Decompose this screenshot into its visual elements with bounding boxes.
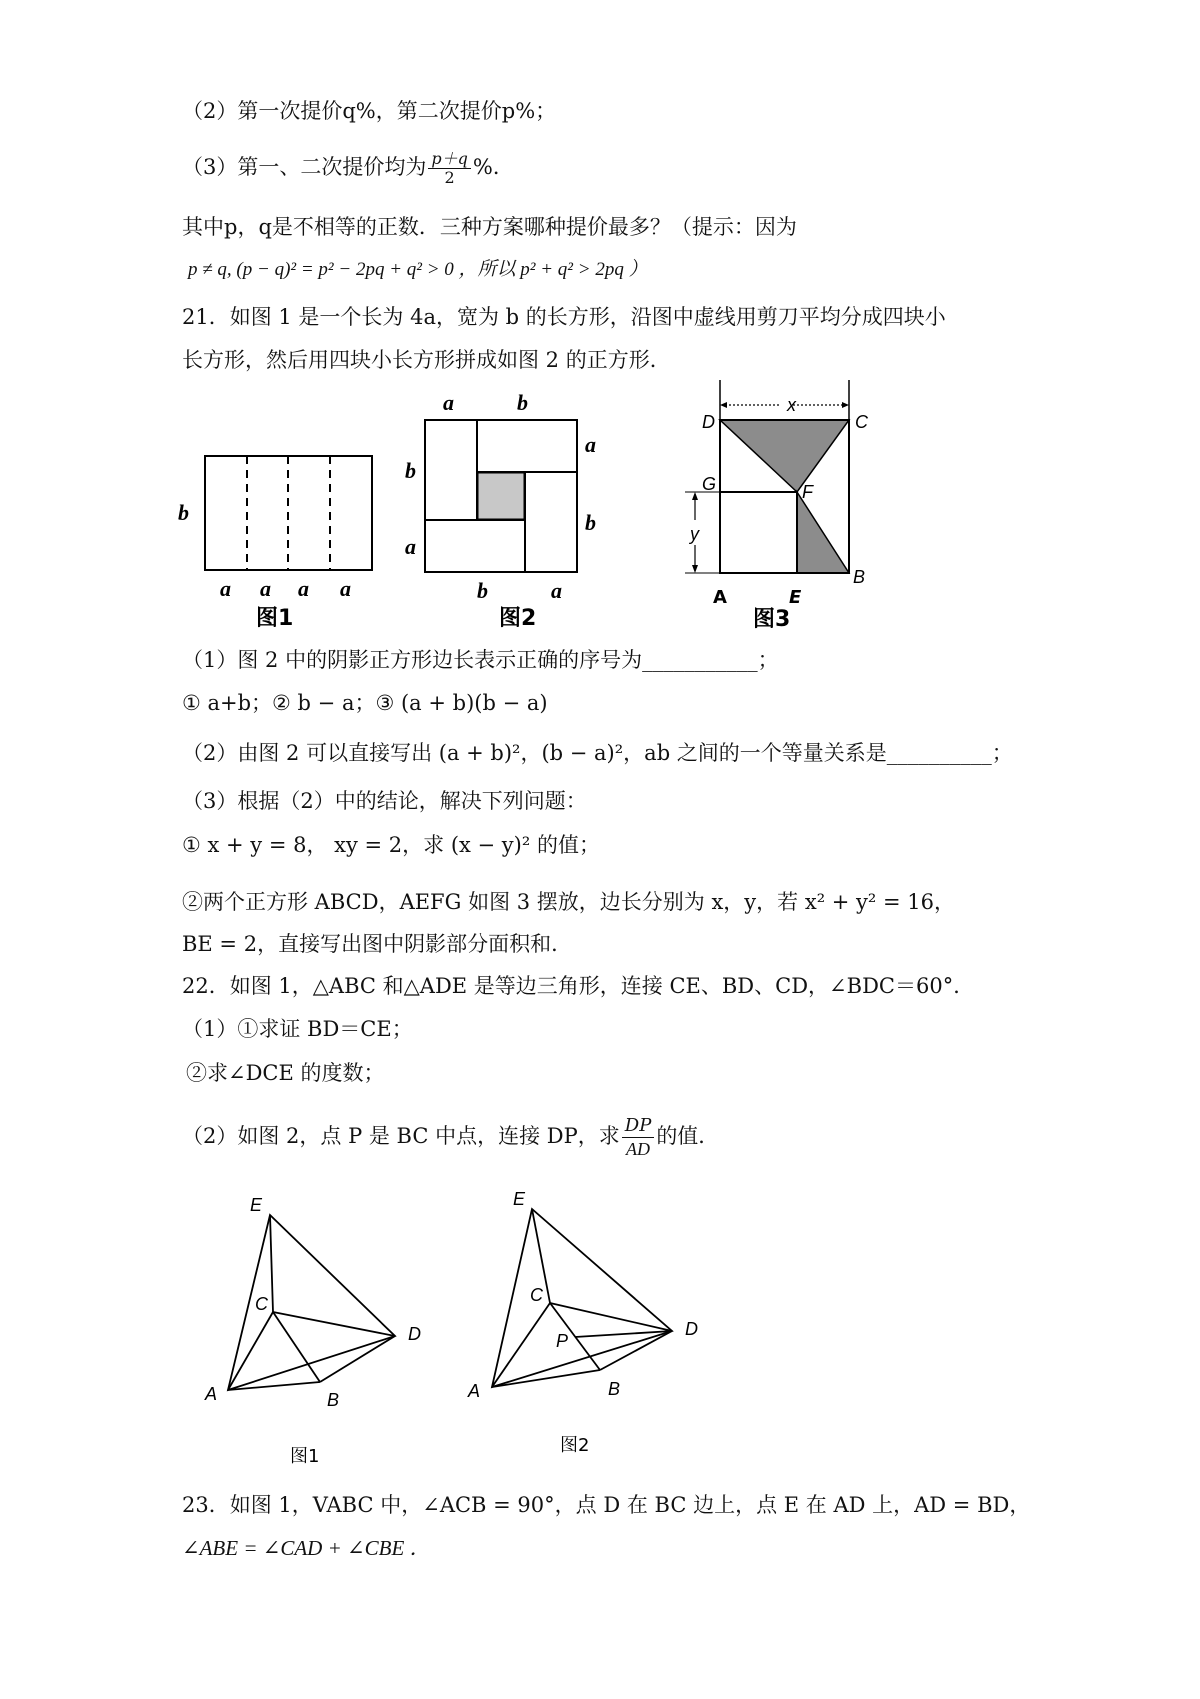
q21-part-2: （2）由图 2 可以直接写出 (a + b)²，(b − a)²，ab 之间的一个等量关系是__________； [182,741,1013,765]
q22-fig1-point-label: C [255,1294,268,1314]
q21-figure-2 [395,390,620,630]
fig1-bottom-label: a [260,576,271,601]
fig1-bottom-label: a [340,576,351,601]
q22-part-1a: （1）①求证 BD＝CE； [182,1017,413,1041]
q23-line-2: ∠ABE = ∠CAD + ∠CBE ． [182,1536,431,1560]
q20-hint: p ≠ q, (p − q)² = p² − 2pq + q² > 0 ，所以 p² + q² > 2pq ） [188,259,648,280]
fig3-point-label: E [789,587,802,608]
q22-fig2-point-label: B [608,1379,621,1399]
q21-figure-3 [675,380,875,630]
q20-question: 其中p，q是不相等的正数．三种方案哪种提价最多？（提示：因为 [182,215,797,239]
q21-part-3-2a: ②两个正方形 ABCD，AEFG 如图 3 摆放，边长分别为 x，y，若 x² + y² = 16， [182,890,956,914]
q20-option-3: （3）第一、二次提价均为 $\frac{p+q}{2}$ %． [182,149,514,187]
q22-part-2: （2）如图 2，点 P 是 BC 中点，连接 DP，求 $\frac{DP}{AD}$ 的值． [182,1115,720,1159]
fig1-bottom-label: a [220,576,231,601]
fig2-caption: 图2 [499,606,537,630]
fig2-bottom-label: a [551,578,562,603]
fig3-point-label: D [702,412,715,432]
q21-part-3-2b: BE = 2，直接写出图中阴影部分面积和． [182,932,573,956]
fig2-left-label: a [405,534,416,559]
q22-fig1-point-label: E [250,1195,263,1215]
q23-line-1: 23．如图 1，VABC 中，∠ACB = 90°，点 D 在 BC 边上，点 E 在 AD 上，AD = BD， [182,1493,1031,1517]
fig1-side-label: b [178,500,189,525]
fig2-top-label: a [443,390,454,415]
fig3-caption: 图3 [753,607,791,630]
q20-fraction: $\frac{p+q}{2}$ [428,150,471,187]
fig1-bottom-label: a [298,576,309,601]
fig3-y-label: y [690,524,699,544]
q22-figure-1 [195,1180,450,1465]
q21-figure-1 [170,440,390,630]
fig3-point-label: A [713,587,727,608]
q22-fig2-point-label: E [513,1189,526,1209]
q21-part-3-1: ① x + y = 8， xy = 2，求 (x − y)² 的值； [182,833,600,857]
q22-fig1-point-label: D [408,1324,421,1344]
fig2-top-label: b [517,390,528,415]
fig3-point-label: B [853,567,866,587]
q22-fig1-point-label: A [205,1384,218,1404]
q21-intro-line-1: 21．如图 1 是一个长为 4a，宽为 b 的长方形，沿图中虚线用剪刀平均分成四块小 [182,305,946,329]
q22-fig2-point-label: A [468,1381,481,1401]
q22-fig2-point-label: C [530,1285,543,1305]
q22-fig2-caption: 图2 [560,1435,590,1456]
q21-part-3: （3）根据（2）中的结论，解决下列问题： [182,789,587,813]
fig1-caption: 图1 [256,606,294,630]
q21-part-1: （1）图 2 中的阴影正方形边长表示正确的序号为___________； [182,648,779,672]
fig3-x-label: x [787,395,796,415]
q22-fig1-point-label: B [327,1390,340,1410]
fig2-right-label: a [585,432,596,457]
fig3-point-label: G [702,474,717,494]
q22-fig2-point-label: P [556,1331,569,1351]
q22-fraction: $\frac{DP}{AD}$ [622,1115,655,1160]
q22-part-1b: ②求∠DCE 的度数； [186,1061,385,1085]
q22-fig1-caption: 图1 [290,1446,320,1465]
q21-part-1-options: ① a+b；② b − a；③ (a + b)(b − a) [182,691,548,715]
fig2-right-label: b [585,510,596,535]
fig3-point-label: F [802,482,813,502]
q20-option-2: （2）第一次提价q%，第二次提价p%； [182,99,557,123]
q22-intro: 22．如图 1，△ABC 和△ADE 是等边三角形，连接 CE、BD、CD，∠BDC＝60°． [182,974,975,998]
q22-figure-2 [460,1175,715,1460]
fig2-bottom-label: b [477,578,488,603]
fig3-point-label: C [855,412,868,432]
q22-fig2-point-label: D [685,1319,698,1339]
q21-intro-line-2: 长方形，然后用四块小长方形拼成如图 2 的正方形． [182,348,671,372]
fig2-left-label: b [405,458,416,483]
